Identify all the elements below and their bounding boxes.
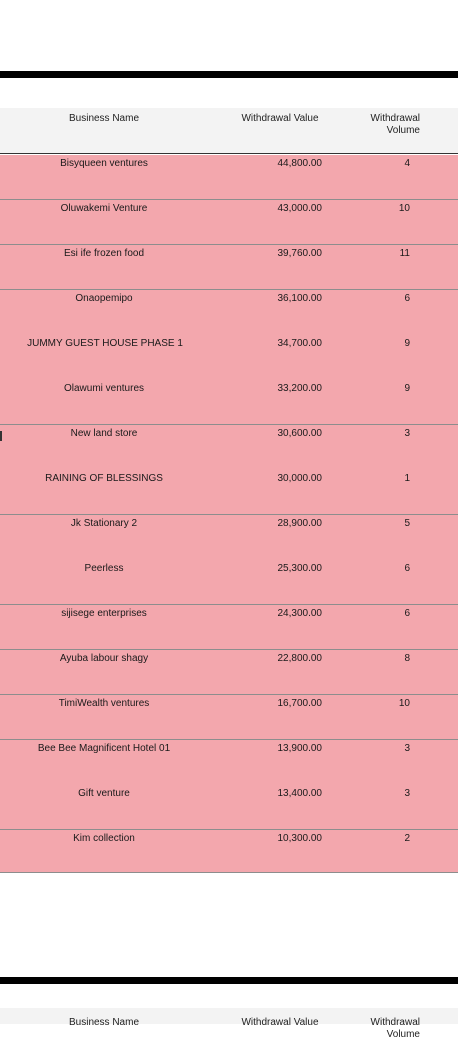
header-business-name: Business Name [68, 113, 140, 124]
table-row [0, 200, 458, 245]
withdrawal-volume-cell: 8 [404, 653, 410, 664]
withdrawal-volume-cell: 4 [404, 158, 410, 169]
header-withdrawal-value: Withdrawal Value [241, 1017, 319, 1028]
business-name-cell: Peerless [84, 563, 124, 574]
withdrawal-volume-cell: 3 [404, 788, 410, 799]
business-name-cell: Onaopemipo [75, 293, 133, 304]
withdrawal-volume-cell: 10 [398, 203, 410, 214]
withdrawal-value-cell: 30,000.00 [277, 473, 322, 484]
withdrawal-value-cell: 44,800.00 [277, 158, 322, 169]
business-name-cell: JUMMY GUEST HOUSE PHASE 1 [27, 338, 183, 349]
withdrawal-value-cell: 16,700.00 [277, 698, 322, 709]
withdrawal-volume-cell: 3 [404, 428, 410, 439]
header-withdrawal-volume: Withdrawal Volume [370, 113, 420, 136]
business-name-cell: Kim collection [73, 833, 135, 844]
page-divider-bar [0, 977, 458, 984]
table-row [0, 560, 458, 605]
table-row [0, 335, 458, 380]
table-row [0, 245, 458, 290]
table-row [0, 425, 458, 470]
business-name-cell: Ayuba labour shagy [59, 653, 149, 664]
withdrawal-volume-cell: 9 [404, 383, 410, 394]
page-divider-bar [0, 71, 458, 78]
business-name-cell: Gift venture [78, 788, 130, 799]
table-row [0, 155, 458, 200]
business-name-cell: Bisyqueen ventures [60, 158, 148, 169]
business-name-cell: RAINING OF BLESSINGS [45, 473, 163, 484]
business-name-cell: Esi ife frozen food [63, 248, 145, 259]
withdrawal-value-cell: 28,900.00 [277, 518, 322, 529]
withdrawal-volume-cell: 1 [404, 473, 410, 484]
header-withdrawal-value: Withdrawal Value [241, 113, 319, 124]
table-row [0, 785, 458, 830]
business-name-cell: Oluwakemi Venture [60, 203, 148, 214]
withdrawal-volume-cell: 6 [404, 563, 410, 574]
table-header [0, 108, 458, 154]
header-withdrawal-volume: Withdrawal Volume [370, 1017, 420, 1040]
table-row [0, 650, 458, 695]
row-marker [0, 431, 2, 441]
withdrawal-value-cell: 25,300.00 [277, 563, 322, 574]
business-name-cell: Olawumi ventures [63, 383, 145, 394]
next-page-table-header [0, 1008, 458, 1040]
withdrawal-value-cell: 13,900.00 [277, 743, 322, 754]
business-name-cell: New land store [70, 428, 138, 439]
business-name-cell: sijisege enterprises [61, 608, 147, 619]
table-row [0, 515, 458, 560]
table-row [0, 290, 458, 335]
withdrawal-value-cell: 13,400.00 [277, 788, 322, 799]
table-row [0, 740, 458, 785]
table-row [0, 380, 458, 425]
business-name-cell: Bee Bee Magnificent Hotel 01 [37, 743, 171, 754]
withdrawal-volume-cell: 2 [404, 833, 410, 844]
withdrawal-value-cell: 39,760.00 [277, 248, 322, 259]
withdrawal-volume-cell: 5 [404, 518, 410, 529]
business-name-cell: TimiWealth ventures [58, 698, 150, 709]
business-name-cell: Jk Stationary 2 [70, 518, 138, 529]
withdrawal-value-cell: 30,600.00 [277, 428, 322, 439]
withdrawal-volume-cell: 3 [404, 743, 410, 754]
table-row [0, 470, 458, 515]
table-row [0, 695, 458, 740]
withdrawal-value-cell: 34,700.00 [277, 338, 322, 349]
withdrawal-value-cell: 22,800.00 [277, 653, 322, 664]
withdrawal-volume-cell: 11 [399, 248, 410, 259]
table-row [0, 605, 458, 650]
header-business-name: Business Name [68, 1017, 140, 1028]
withdrawal-value-cell: 24,300.00 [277, 608, 322, 619]
table-row [0, 830, 458, 873]
table-body [0, 155, 458, 873]
withdrawal-value-cell: 10,300.00 [277, 833, 322, 844]
withdrawal-volume-cell: 6 [404, 608, 410, 619]
withdrawal-value-cell: 36,100.00 [277, 293, 322, 304]
withdrawal-value-cell: 33,200.00 [277, 383, 322, 394]
withdrawal-volume-cell: 9 [404, 338, 410, 349]
withdrawal-volume-cell: 10 [398, 698, 410, 709]
withdrawal-volume-cell: 6 [404, 293, 410, 304]
withdrawal-value-cell: 43,000.00 [277, 203, 322, 214]
